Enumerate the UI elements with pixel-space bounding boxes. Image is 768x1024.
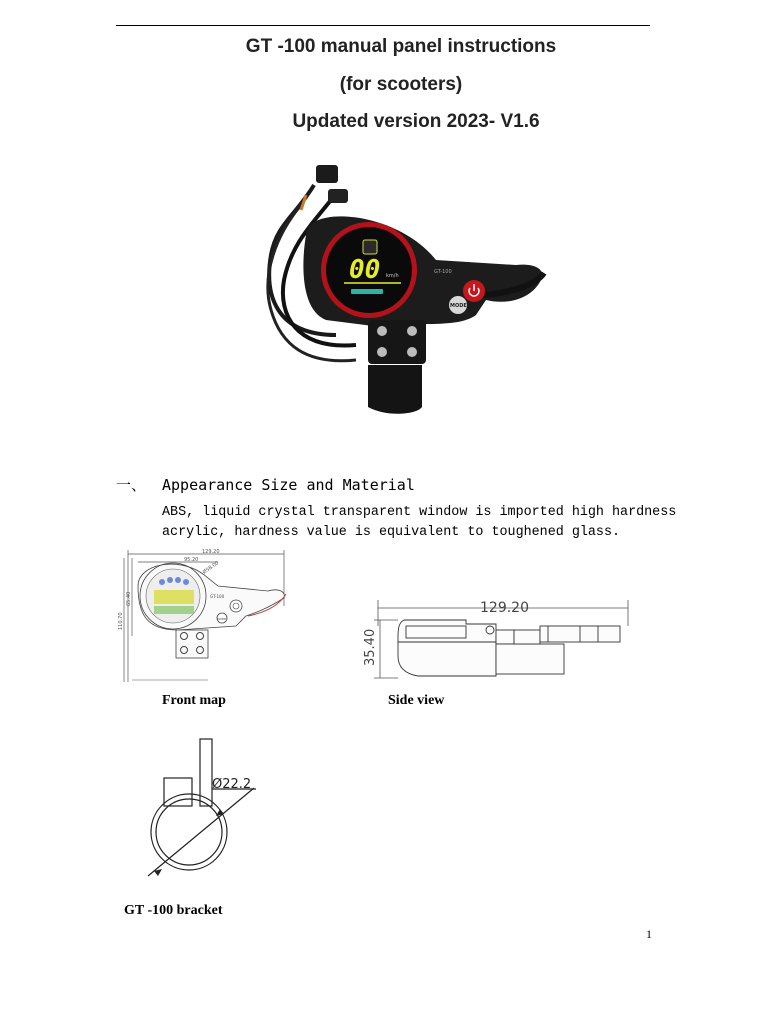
svg-text:65.40: 65.40 [126,591,132,606]
connector-top [316,165,338,183]
doc-title: GT -100 manual panel instructions [245,36,557,57]
svg-text:129.20: 129.20 [202,549,220,555]
side-dim-width: 129.20 [480,600,529,616]
header-rule [116,25,650,26]
svg-text:95.20: 95.20 [184,557,199,563]
svg-text:110.70: 110.70 [118,612,124,630]
svg-text:MODE: MODE [450,303,467,309]
caption-front-map: Front map [162,693,226,708]
caption-side-view: Side view [388,693,445,708]
doc-subtitle: (for scooters) [339,74,463,95]
svg-text:Ø58.00: Ø58.00 [201,560,221,576]
display-speed: 00 [349,255,381,285]
display-unit: km/h [386,273,399,279]
doc-version: Updated version 2023- V1.6 [292,111,540,132]
paragraph-line: ABS, liquid crystal transparent window is imported high hardness [162,505,677,520]
bracket-dim-dia: Ø22.2 [212,777,252,792]
bracket-drawing [138,736,263,880]
page-number: 1 [646,927,652,941]
paragraph-line: acrylic, hardness value is equivalent to toughened glass. [162,525,621,540]
front-map-drawing [118,546,290,686]
svg-text:MODE: MODE [217,617,227,621]
section-title: Appearance Size and Material [162,476,415,494]
connector-bottom [328,189,348,203]
section-number: 一、 [116,476,147,494]
section-heading [116,474,415,495]
product-photo [206,145,546,440]
svg-text:GT-100: GT-100 [210,594,225,599]
side-view-drawing [358,596,638,680]
clamp-plate [368,320,426,364]
caption-bracket: GT -100 bracket [124,903,223,918]
section-paragraph [162,503,677,543]
model-label: GT-100 [434,269,452,275]
side-dim-height: 35.40 [363,628,378,666]
